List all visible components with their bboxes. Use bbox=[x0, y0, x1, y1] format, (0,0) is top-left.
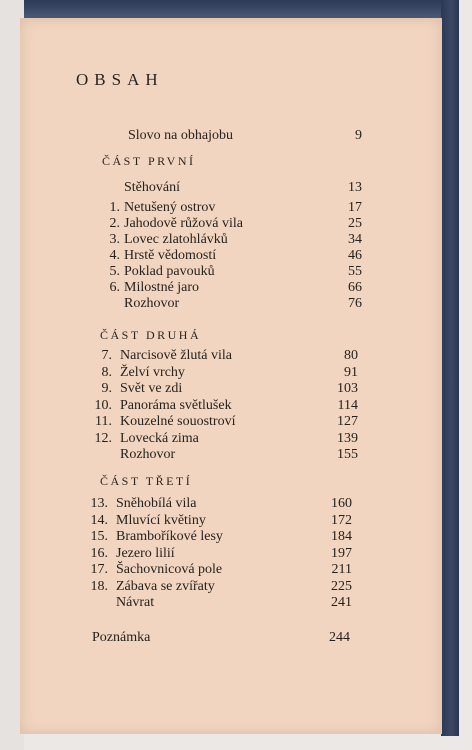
toc-page bbox=[20, 18, 442, 734]
chapter-number: 5. bbox=[109, 264, 120, 279]
entry-page: 34 bbox=[348, 232, 362, 247]
toc-entry-chapter bbox=[20, 381, 442, 399]
part-title-1: ČÁST PRVNÍ bbox=[102, 154, 196, 168]
chapter-number: 16. bbox=[90, 545, 108, 561]
entry-page: 55 bbox=[348, 264, 362, 279]
entry-page: 160 bbox=[331, 496, 352, 511]
entry-title: Zábava se zvířaty bbox=[116, 578, 215, 594]
entry-page: 139 bbox=[337, 430, 358, 446]
entry-page: 244 bbox=[329, 630, 350, 645]
toc-entry-chapter bbox=[20, 529, 442, 547]
chapter-number: 14. bbox=[90, 512, 108, 528]
toc-entry-chapter bbox=[20, 348, 442, 366]
toc-entry-outro bbox=[20, 296, 442, 314]
entry-title: Bramboříkové lesy bbox=[116, 529, 223, 544]
entry-title: Narcisově žlutá vila bbox=[120, 348, 232, 363]
entry-title: Jahodově růžová vila bbox=[124, 216, 243, 231]
toc-entry-chapter bbox=[20, 431, 442, 449]
toc-entry-outro bbox=[20, 447, 442, 465]
chapter-number: 15. bbox=[90, 529, 108, 544]
entry-title: Kouzelné souostroví bbox=[120, 414, 236, 429]
toc-entry-outro bbox=[20, 595, 442, 613]
entry-page: 46 bbox=[348, 248, 362, 263]
entry-page: 241 bbox=[331, 595, 352, 610]
entry-title: Sněhobílá vila bbox=[116, 496, 197, 511]
chapter-number: 13. bbox=[90, 496, 108, 511]
entry-page: 184 bbox=[331, 529, 352, 544]
entry-title: Poznámka bbox=[92, 630, 151, 645]
entry-page: 80 bbox=[344, 348, 358, 363]
toc-entry-chapter bbox=[20, 496, 442, 514]
toc-entry-chapter bbox=[20, 398, 442, 416]
chapter-number: 11. bbox=[95, 414, 112, 429]
entry-title: Lovecká zima bbox=[120, 430, 199, 446]
entry-page: 91 bbox=[344, 364, 358, 380]
entry-page: 17 bbox=[348, 200, 362, 215]
entry-page: 155 bbox=[337, 447, 358, 462]
entry-title: Jezero lilií bbox=[116, 545, 175, 561]
chapter-number: 4. bbox=[109, 248, 120, 263]
entry-page: 103 bbox=[337, 381, 358, 396]
entry-page: 127 bbox=[337, 414, 358, 429]
chapter-number: 18. bbox=[90, 578, 108, 594]
entry-title: Mluvící květiny bbox=[116, 512, 206, 528]
entry-page: 9 bbox=[355, 128, 362, 143]
toc-entry-chapter bbox=[20, 365, 442, 383]
chapter-number: 6. bbox=[109, 280, 120, 295]
entry-page: 197 bbox=[331, 545, 352, 561]
entry-page: 13 bbox=[348, 180, 362, 195]
entry-page: 76 bbox=[348, 296, 362, 311]
entry-page: 172 bbox=[331, 512, 352, 528]
toc-entry-chapter bbox=[20, 546, 442, 564]
book-cover-top bbox=[24, 0, 442, 18]
entry-page: 211 bbox=[331, 562, 352, 577]
chapter-number: 9. bbox=[101, 381, 112, 396]
toc-entry-chapter bbox=[20, 579, 442, 597]
entry-title: Panoráma světlušek bbox=[120, 397, 232, 413]
toc-entry-intro bbox=[20, 180, 442, 198]
chapter-number: 1. bbox=[109, 200, 120, 215]
entry-page: 25 bbox=[348, 216, 362, 231]
chapter-number: 17. bbox=[90, 562, 108, 577]
toc-heading: OBSAH bbox=[76, 70, 164, 89]
entry-page: 114 bbox=[337, 397, 358, 413]
entry-title: Želví vrchy bbox=[120, 364, 185, 380]
toc-entry-chapter bbox=[20, 414, 442, 432]
entry-title: Milostné jaro bbox=[124, 280, 200, 295]
entry-title: Poklad pavouků bbox=[124, 264, 215, 279]
entry-title: Návrat bbox=[116, 595, 155, 610]
toc-entry-preface bbox=[20, 128, 442, 146]
entry-title: Svět ve zdi bbox=[120, 381, 183, 396]
part-title-3: ČÁST TŘETÍ bbox=[100, 474, 193, 488]
entry-title: Lovec zlatohlávků bbox=[124, 232, 228, 247]
book-cover-right bbox=[441, 0, 459, 736]
entry-title: Rozhovor bbox=[120, 447, 176, 462]
entry-page: 225 bbox=[331, 578, 352, 594]
chapter-number: 8. bbox=[101, 364, 112, 380]
entry-title: Slovo na obhajobu bbox=[128, 128, 233, 143]
entry-title: Rozhovor bbox=[124, 296, 180, 311]
part-title-2: ČÁST DRUHÁ bbox=[100, 328, 202, 342]
chapter-number: 10. bbox=[94, 397, 112, 413]
entry-title: Stěhování bbox=[124, 180, 180, 195]
toc-entry-chapter bbox=[20, 562, 442, 580]
toc-entry-chapter bbox=[20, 513, 442, 531]
chapter-number: 12. bbox=[94, 430, 112, 446]
entry-title: Netušený ostrov bbox=[124, 200, 216, 215]
entry-title: Šachovnicová pole bbox=[116, 562, 223, 577]
chapter-number: 2. bbox=[109, 216, 120, 231]
toc-entry-note bbox=[20, 630, 442, 648]
chapter-number: 7. bbox=[101, 348, 112, 363]
entry-title: Hrstě vědomostí bbox=[124, 248, 217, 263]
chapter-number: 3. bbox=[109, 232, 120, 247]
entry-page: 66 bbox=[348, 280, 362, 295]
